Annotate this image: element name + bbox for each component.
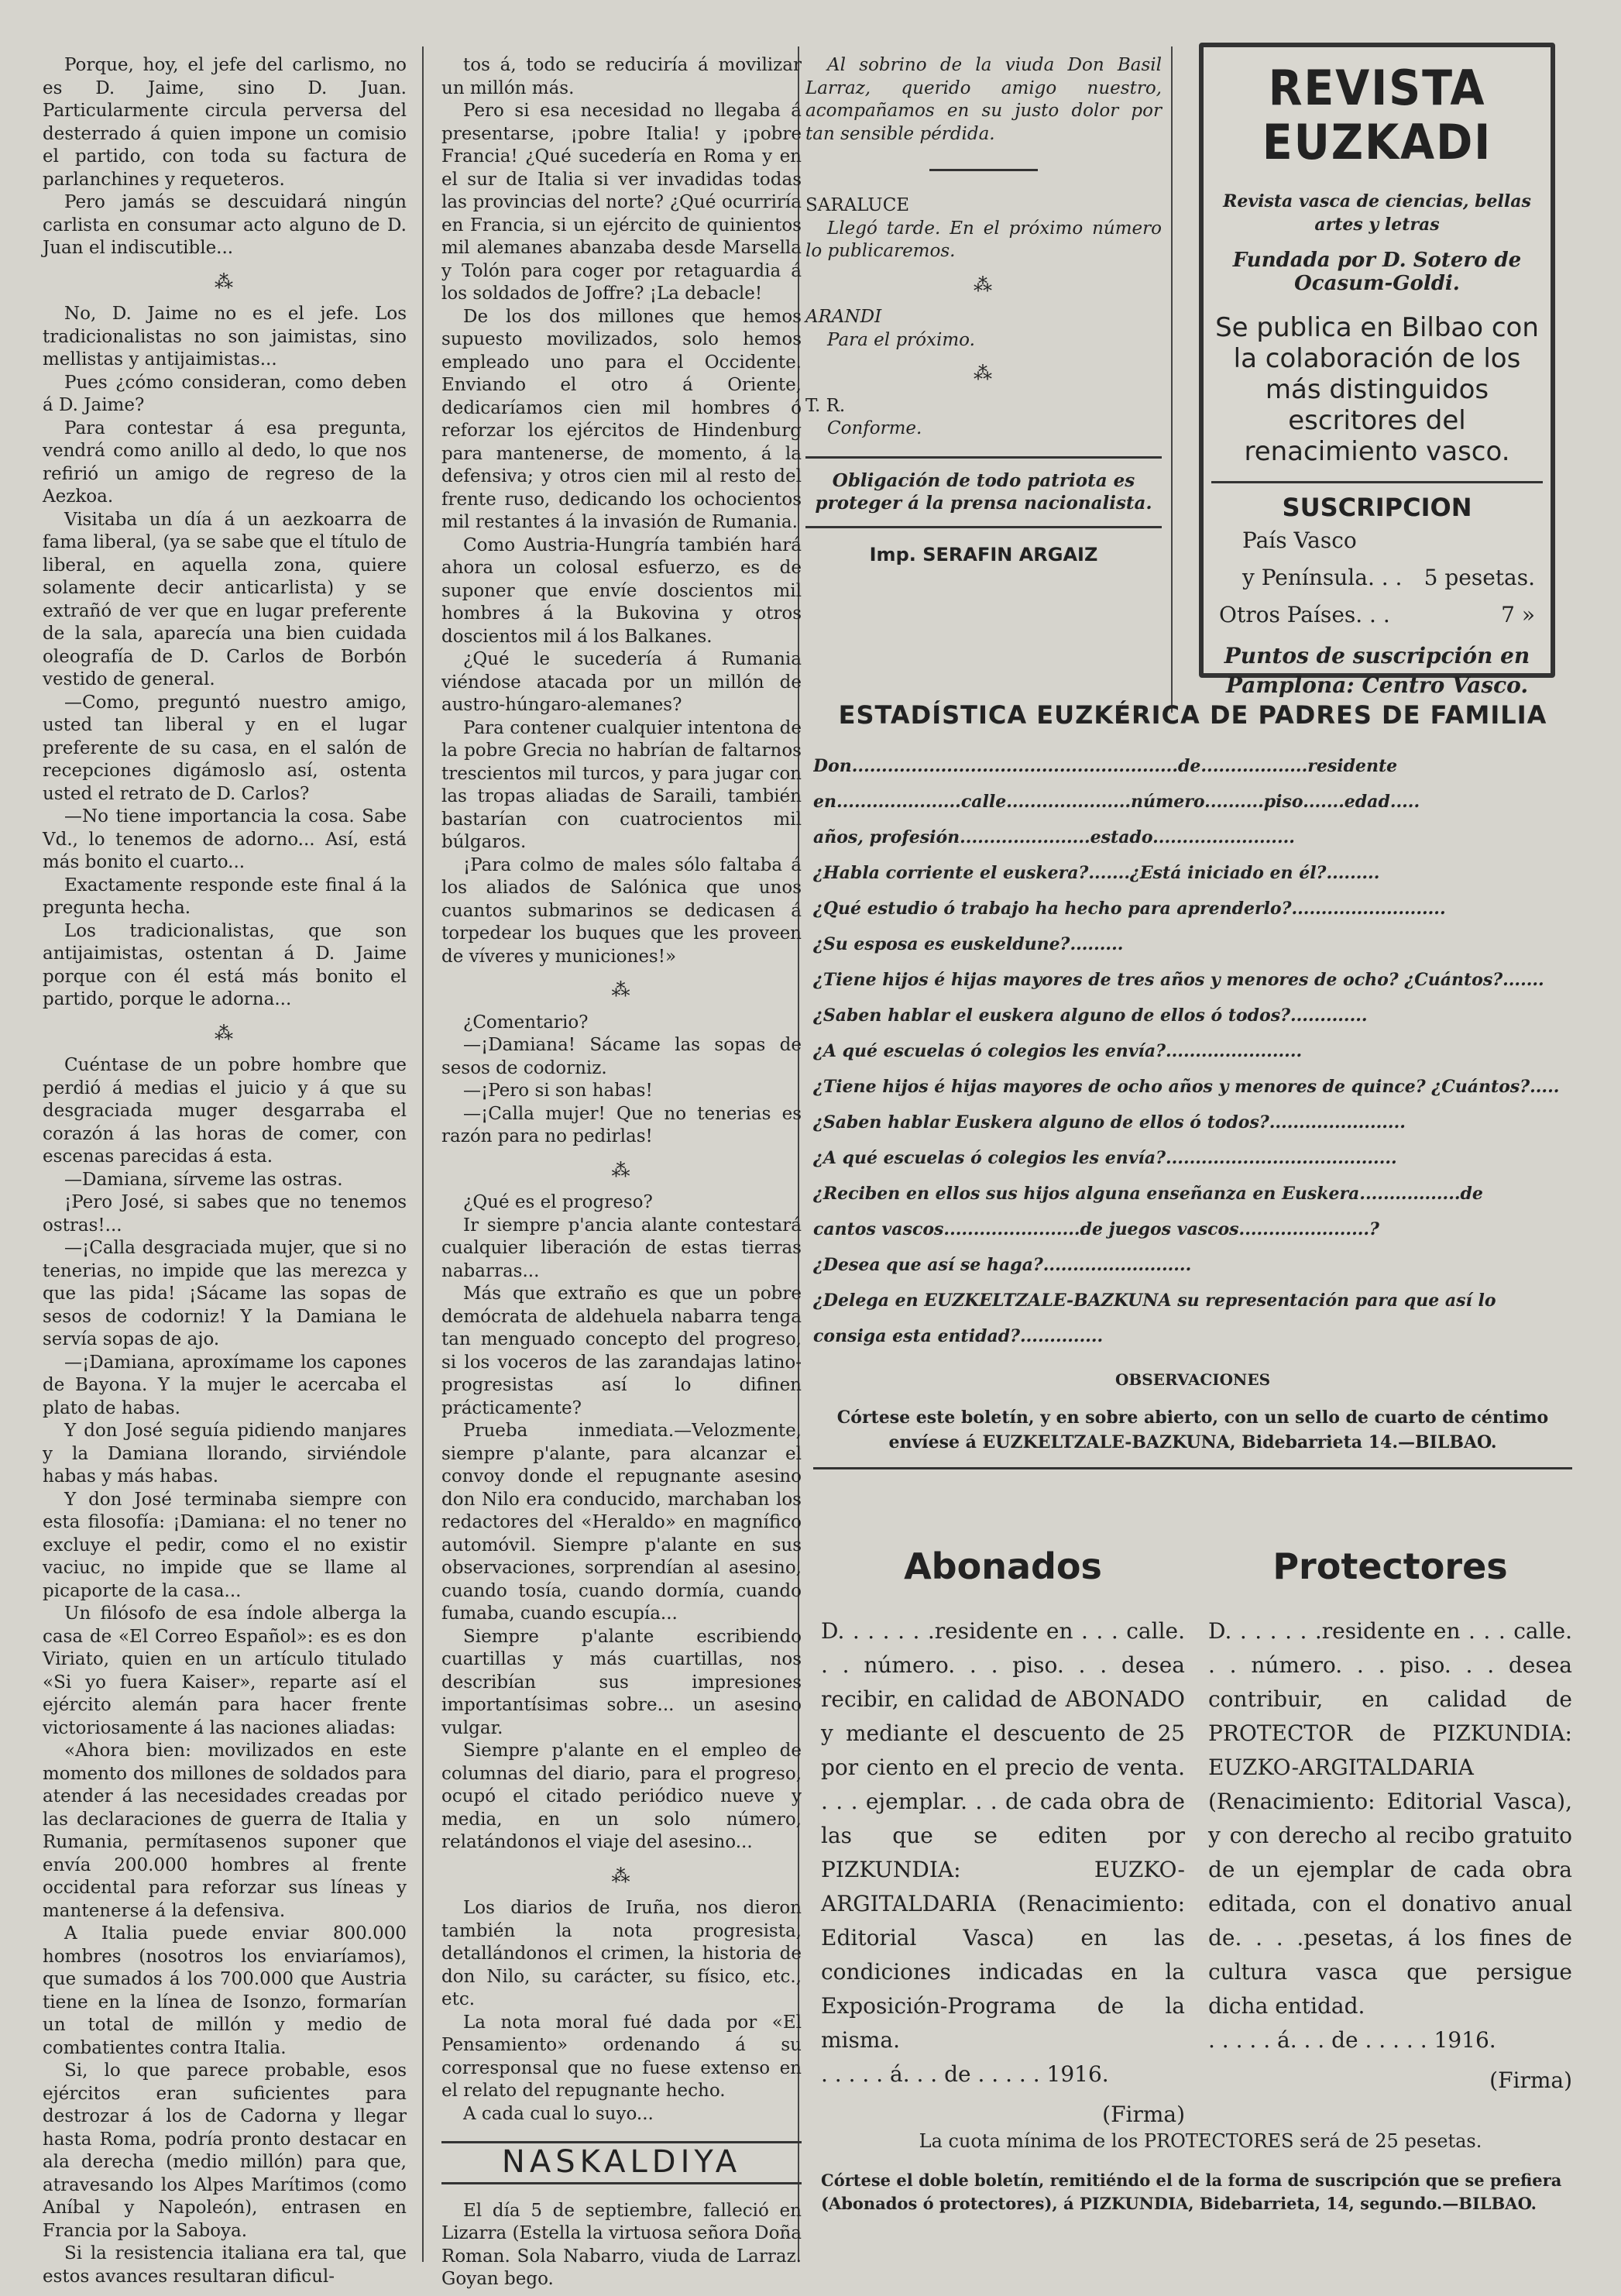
divider	[929, 169, 1038, 171]
asterism: ⁂	[611, 979, 632, 1001]
abonados-text: D. . . . . . .residente en . . . calle. . . número. . . piso. . . desea recibir, en calidad de ABONADO y mediante el descuento de 25 por ciento en el precio de venta. . . . ejemplar. . . de cada obra de las que se editen por PIZKUNDIA: EUZKO-ARGITALDARIA (Renacimiento: Editorial Vasca) en las condiciones indicadas en la Exposición-Programa de la misma.	[821, 1618, 1185, 2053]
firma-label: (Firma)	[1102, 2102, 1185, 2127]
paragraph: Visitaba un día á un aezkoarra de fama liberal, (ya se sabe que el título de liberal, en aquella zona, quiere solamente decir anticarlista) y se extrañó de ver que en lugar preferente de la sala, aparecía una bien cuidada oleografía de D. Carlos de Borbón vestido de general.	[43, 509, 407, 689]
paragraph: —¡Pero si son habas!	[463, 1081, 653, 1101]
firma-label: (Firma)	[1489, 2067, 1572, 2093]
column-3	[805, 54, 1162, 566]
paragraph: —Damiana, sírveme las ostras.	[64, 1169, 343, 1190]
form-line: ¿Desea que así se haga?.........................	[813, 1255, 1192, 1275]
imprenta: Imp. SERAFIN ARGAIZ	[869, 543, 1098, 565]
price-row-label: Otros Países. . .	[1219, 602, 1390, 627]
asterism: ⁂	[974, 363, 994, 384]
paragraph: ¡Pero José, si sabes que no tenemos ostras!...	[43, 1192, 407, 1236]
asterism: ⁂	[215, 1022, 235, 1044]
paragraph: Llegó tarde. En el próximo número lo publicaremos.	[805, 218, 1162, 261]
paragraph: Pero si esa necesidad no llegaba á presentarse, ¡pobre Italia! y ¡pobre Francia! ¿Qué sucedería en Roma y en el sur de Italia si ver invadidas todas las provincias del norte? ¿Qué ocurriría en Francia, si un ejército de quinientos mil alemanes abanzaba desde Marsella y Tolón para coger por retaguardia á los soldados de Joffre? ¡La debacle!	[441, 101, 802, 304]
abonados-title: Abonados	[904, 1545, 1102, 1587]
paragraph: De los dos millones que hemos supuesto movilizados, solo hemos empleado uno para el Occidente. Enviando el otro á Oriente, dedicaríamos cien mil hombres ó reforzar los ejércitos de Hindenburg para mantenerse, de momento, á la defensiva; y otros cien mil al resto del frente ruso, dedicando los ochocientos mil restantes á la invasión de Rumania.	[441, 306, 802, 532]
paragraph: Conforme.	[827, 418, 922, 438]
paragraph: Al sobrino de la viuda Don Basil Larraz, querido amigo nuestro, acompañamos en su justo dolor por tan sensible pérdida.	[805, 55, 1162, 144]
naskaldiya-text: El día 5 de septiembre, falleció en Lizarra (Estella la virtuosa señora Doña Roman. Sola Nabarro, viuda de Larraz. Goyan bego.	[441, 2200, 802, 2289]
form-line: ¿A qué escuelas ó colegios les envía?.......................	[813, 1041, 1303, 1061]
form-line: ¿Tiene hijos é hijas mayores de ocho años y menores de quince? ¿Cuántos?.....	[813, 1077, 1560, 1097]
paragraph: —Como, preguntó nuestro amigo, usted tan liberal y en el lugar preferente de su casa, en el salón de recepciones digámoslo así, ostenta usted el retrato de D. Carlos?	[43, 692, 407, 804]
abonados-form	[821, 1545, 1185, 2132]
asterism: ⁂	[611, 1159, 632, 1181]
paragraph: Un filósofo de esa índole alberga la casa de «El Correo Español»: es es don Viriato, quien en un artículo titulado «Si yo fuera Kaiser», reparte así el ejército alemán para hacer frente victoriosamente á las naciones aliadas:	[43, 1603, 407, 1738]
footer-note: Córtese el doble boletín, remitiéndo el de la forma de suscripción que se prefiera (Abonados ó protectores), á PIZKUNDIA, Bidebarrieta, 14, segundo.—BILBAO.	[821, 2171, 1562, 2213]
price-row-label: y Península. . .	[1242, 565, 1403, 590]
price-row	[1211, 596, 1543, 634]
paragraph: Si la resistencia italiana era tal, que estos avances resultaran dificul-	[43, 2243, 407, 2287]
estadistica-instructions: Córtese este boletín, y en sobre abierto, con un sello de cuarto de céntimo envíese á EUZKELTZALE-BAZKUNA, Bidebarrieta 14.—BILBAO.	[836, 1408, 1549, 1452]
price-row-value: 7 »	[1501, 602, 1535, 627]
paragraph: —¡Damiana! Sácame las sopas de sesos de codorniz.	[441, 1035, 802, 1078]
section-heading: ARANDI	[805, 307, 882, 327]
form-line: ¿Su esposa es euskeldune?.........	[813, 934, 1124, 954]
revista-subtitle: Revista vasca de ciencias, bellas artes y letras	[1223, 191, 1531, 235]
form-line: consiga esta entidad?..............	[813, 1326, 1104, 1346]
paragraph: Cuéntase de un pobre hombre que perdió á medias el juicio y á que su desgraciada muger desgarraba el corazón á las horas de comer, con escenas parecidas á esta.	[43, 1055, 407, 1167]
protectores-form	[1208, 1545, 1572, 2098]
paragraph: tos á, todo se reduciría á movilizar un millón más.	[441, 55, 802, 98]
paragraph: Pero jamás se descuidará ningún carlista en consumar acto alguno de D. Juan el indiscutible...	[43, 192, 407, 258]
paragraph: Exactamente responde este final á la pregunta hecha.	[43, 875, 407, 918]
paragraph: No, D. Jaime no es el jefe. Los tradicionalistas no son jaimistas, sino mellistas y antijaimistas...	[43, 304, 407, 369]
form-line: Don.......................................................de..................residente	[813, 756, 1398, 776]
paragraph: Porque, hoy, el jefe del carlismo, no es D. Jaime, sino D. Juan. Particularmente circula perversa del desterrado á quien impone un comisio el partido, con toda su factura de parlanchines y requeteros.	[43, 55, 407, 190]
paragraph: ¡Para colmo de males sólo faltaba á los aliados de Salónica que unos cuantos submarinos se dedicasen á torpedear los buques que les proveen de víveres y municiones!»	[441, 854, 802, 967]
signature-row	[1208, 2064, 1572, 2098]
paragraph: A Italia puede enviar 800.000 hombres (nosotros los enviaríamos), que sumados á los 700.000 que Austria tiene en la línea de Isonzo, formarían un total de millón y medio de combatientes contra Italia.	[43, 1923, 407, 2058]
revista-title: REVISTA EUZKADI	[1262, 60, 1492, 170]
protectores-text: D. . . . . . .residente en . . . calle. . . número. . . piso. . . desea contribuir, en calidad de PROTECTOR de PIZKUNDIA: EUZKO-ARGITALDARIA (Renacimiento: Editorial Vasca), y con derecho al recibo gratuito de un ejemplar de cada obra editada, con el donativo anual de. . . .pesetas, á los fines de cultura vasca que persigue dicha entidad.	[1208, 1618, 1572, 2019]
paragraph: Siempre p'alante escribiendo cuartillas y más cuartillas, nos describían sus impresiones importantísimas sobre... un asesino vulgar.	[441, 1626, 802, 1738]
paragraph: Para contestar á esa pregunta, vendrá como anillo al dedo, lo que nos refirió un amigo de regreso de la Aezkoa.	[43, 418, 407, 507]
protectores-title: Protectores	[1272, 1545, 1508, 1587]
form-line: en.....................calle.....................número..........piso.......edad.....	[813, 792, 1420, 812]
form-line: ¿Delega en EUZKELTZALE-BAZKUNA su representación para que así lo	[813, 1291, 1496, 1311]
paragraph: Siempre p'alante en el empleo de columnas del diario, para el progreso, ocupó el citado periódico nueve y media, en un solo número, relatándonos el viaje del asesino...	[441, 1741, 802, 1852]
paragraph: Los diarios de Iruña, nos dieron también la nota progresista, detallándonos el crimen, la historia de don Nilo, su carácter, su físico, etc., etc.	[441, 1898, 802, 2009]
paragraph: Los tradicionalistas, que son antijaimistas, ostentan á D. Jaime porque con él está más bonito el partido, porque le adorna...	[43, 920, 407, 1009]
divider	[805, 456, 1162, 459]
paragraph: «Ahora bien: movilizados en este momento dos millones de soldados para atender á las necesidades creadas por las declaraciones de guerra de Italia y Rumania, permítasenos suponer que envía 200.000 hombres al frente occidental para reforzar sus líneas y mantenerse á la defensiva.	[43, 1741, 407, 1921]
paragraph: —¡Calla mujer! Que no tenerias es razón para no pedirlas!	[441, 1103, 802, 1146]
form-line: ¿A qué escuelas ó colegios les envía?.......................................	[813, 1148, 1397, 1168]
paragraph: —¡Damiana, aproxímame los capones de Bayona. Y la mujer le acercaba el plato de habas.	[43, 1352, 407, 1418]
paragraph: —No tiene importancia la cosa. Sabe Vd., lo tenemos de adorno... Así, está más bonito el cuarto...	[43, 806, 407, 872]
paragraph: A cada cual lo suyo...	[463, 2103, 654, 2124]
form-line: ¿Qué estudio ó trabajo ha hecho para aprenderlo?..........................	[813, 899, 1446, 919]
paragraph: Más que extraño es que un pobre demócrata de aldehuela nabarra tenga tan menguado concepto del progreso, si los voceros de las zarandajas latino-progresistas así lo difinen prácticamente?	[441, 1284, 802, 1418]
form-line: ¿Habla corriente el euskera?.......¿Está iniciado en él?.........	[813, 863, 1380, 883]
column-1	[43, 54, 407, 2288]
revista-euzkadi-ad	[1199, 43, 1555, 698]
obligacion-notice: Obligación de todo patriota es proteger á la prensa nacionalista.	[815, 469, 1152, 514]
revista-publish: Se publica en Bilbao con la colaboración de los más distinguidos escritores del renacimiento vasco.	[1215, 312, 1539, 467]
revista-founded: Fundada por D. Sotero de Ocasum-Goldi.	[1232, 249, 1522, 295]
form-line: ¿Saben hablar Euskera alguno de ellos ó todos?.......................	[813, 1112, 1406, 1133]
form-line: cantos vascos.......................de juegos vascos......................?	[813, 1219, 1379, 1239]
divider	[813, 1467, 1572, 1469]
paragraph: La nota moral fué dada por «El Pensamiento» ordenando á su corresponsal que no fuese extenso en el relato del repugnante hecho.	[441, 2012, 802, 2101]
column-2	[441, 54, 802, 2291]
paragraph: Ir siempre p'ancia alante contestará cualquier liberación de estas tierras nabarras...	[441, 1215, 802, 1281]
estadistica-title: ESTADÍSTICA EUZKÉRICA DE PADRES DE FAMILIA	[838, 700, 1547, 730]
price-row-label: País Vasco	[1242, 528, 1357, 553]
section-heading: T. R.	[805, 395, 846, 416]
price-row	[1211, 559, 1543, 596]
paragraph: ¿Comentario?	[463, 1012, 589, 1033]
paragraph: Como Austria-Hungría también hará ahora un colosal esfuerzo, es de suponer que envíe doscientos mil hombres á la Bukovina y otros doscientos mil á los Balkanes.	[441, 534, 802, 647]
paragraph: ¿Qué le sucedería á Rumania viéndose atacada por un millón de austro-húngaro-alemanes?	[441, 649, 802, 715]
estadistica-form	[813, 697, 1572, 1469]
section-heading: SARALUCE	[805, 195, 910, 215]
asterism: ⁂	[215, 270, 235, 293]
abonados-date: . . . . . á. . . de . . . . . 1916.	[821, 2061, 1109, 2087]
suscripcion-points: Puntos de suscripción en Pamplona: Centro Vasco.	[1224, 643, 1530, 698]
column-rule	[1171, 46, 1173, 713]
paragraph: Y don José terminaba siempre con esta filosofía: ¡Damiana: el no tener no excluye el pedir, como el no existir vaciuc, no impide que se llame al picaporte de la casa...	[43, 1489, 407, 1601]
price-row-value: 5 pesetas.	[1424, 565, 1535, 590]
paragraph: ¿Qué es el progreso?	[463, 1192, 653, 1212]
asterism: ⁂	[974, 273, 994, 296]
column-rule	[422, 46, 424, 2262]
divider	[805, 526, 1162, 528]
protectores-date: . . . . . á. . . de . . . . . 1916.	[1208, 2027, 1496, 2053]
paragraph: Prueba inmediata.—Velozmente, siempre p'alante, para alcanzar el convoy donde el repugnante asesino don Nilo era conducido, marchaban los redactores del «Heraldo» en magnífico automóvil. Siempre p'alante en sus observaciones, sorprendían al asesino, cuando tosía, cuando dormía, cuando fumaba, cuando escupía...	[441, 1421, 802, 1624]
paragraph: Si, lo que parece probable, esos ejércitos eran suficientes para destrozar á los de Cadorna y llegar hasta Roma, podría pronto destacar en ala derecha (medio millón) para que, atravesando los Alpes Marítimos (como Aníbal y Napoleón), entrasen en Francia por la Saboya.	[43, 2061, 407, 2241]
paragraph: —¡Calla desgraciada mujer, que si no tenerias, no impide que las merezca y que las pida! ¡Sácame las sopas de sesos de codorniz! Y la Damiana le servía sopas de ajo.	[43, 1238, 407, 1349]
naskaldiya-heading: NASKALDIYA	[441, 2141, 802, 2184]
cuota-note: La cuota mínima de los PROTECTORES será de 25 pesetas.	[919, 2130, 1482, 2152]
observaciones-label: OBSERVACIONES	[1114, 1370, 1271, 1389]
paragraph: Para contener cualquier intentona de la pobre Grecia no habrían de faltarnos trescientos mil turcos, y para jugar con las tropas aliadas de Saraili, también bastarían con cuatrocientos mil búlgaros.	[441, 717, 802, 852]
paragraph: Y don José seguía pidiendo manjares y la Damiana llorando, sirviéndole habas y más habas.	[43, 1421, 407, 1487]
form-line: ¿Reciben en ellos sus hijos alguna enseñanza en Euskera.................de	[813, 1184, 1483, 1204]
form-line: ¿Tiene hijos é hijas mayores de tres años y menores de ocho? ¿Cuántos?.......	[813, 970, 1544, 990]
paragraph: Pues ¿cómo consideran, como deben á D. Jaime?	[43, 372, 407, 415]
form-line: años, profesión......................estado........................	[813, 827, 1295, 847]
asterism: ⁂	[611, 1865, 632, 1887]
signature-row	[821, 2098, 1185, 2132]
suscripcion-title: SUSCRIPCION	[1211, 481, 1543, 522]
form-line: ¿Saben hablar el euskera alguno de ellos ó todos?.............	[813, 1005, 1368, 1026]
paragraph: Para el próximo.	[827, 329, 975, 350]
